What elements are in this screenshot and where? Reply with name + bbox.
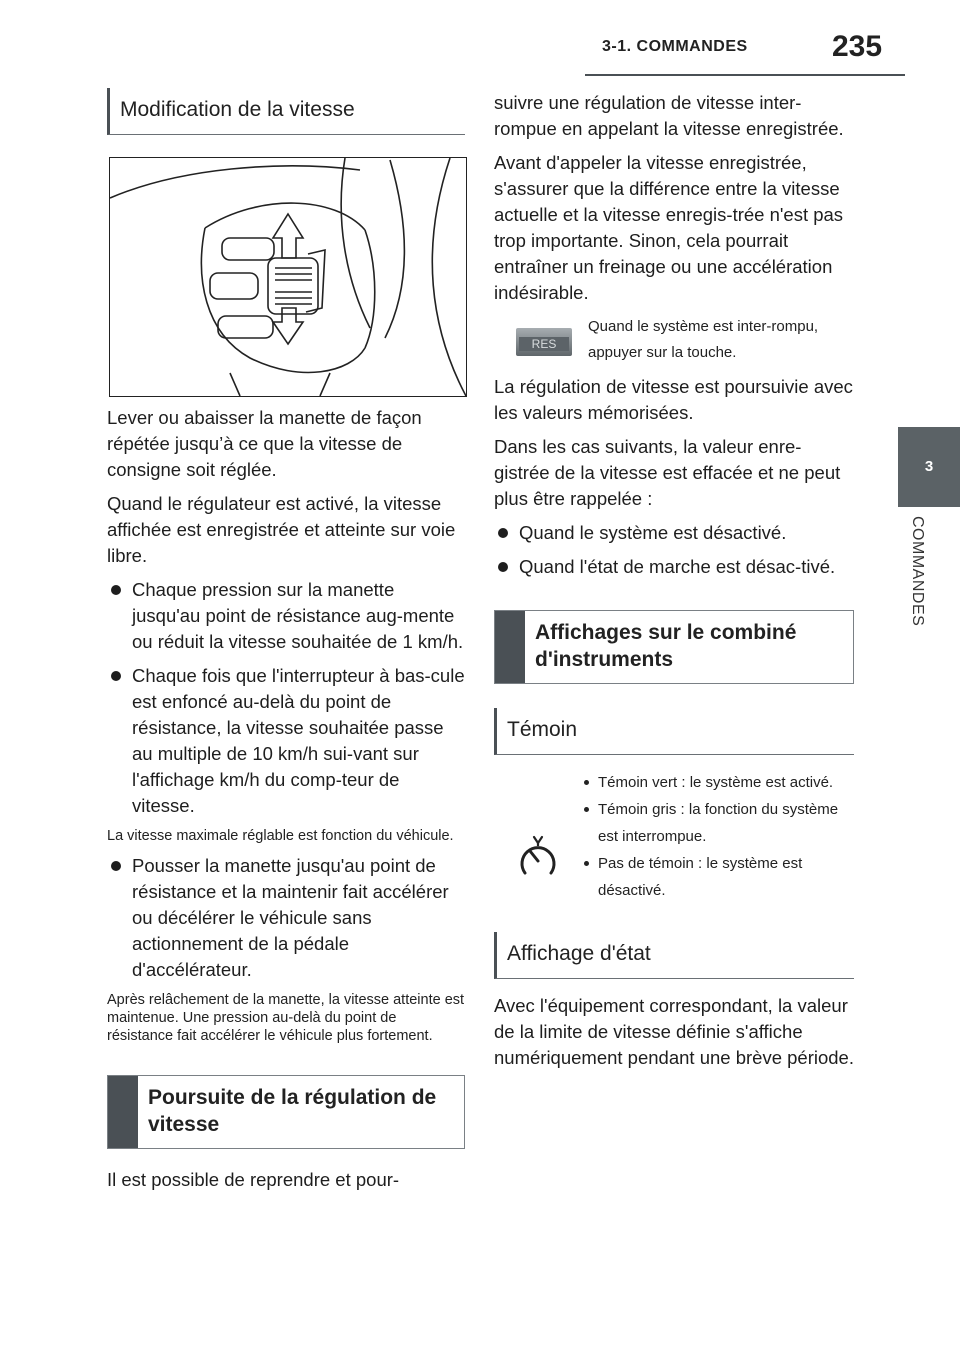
bullet-item: Chaque pression sur la manette jusqu'au point de résistance aug-mente ou réduit la vitesse souhaitée de 1 km/h. xyxy=(107,577,465,655)
res-button-icon xyxy=(516,328,572,356)
indicator-item: Témoin vert : le système est activé. xyxy=(584,769,854,796)
paragraph: Avant d'appeler la vitesse enregistrée, s'assurer que la différence entre la vitesse actuelle et la vitesse enregis-trée n'est pas trop importante. Sinon, cela pourrait entraîner un freinage ou une accélération indésirable. xyxy=(494,152,844,303)
subhead-status-display: Affichage d'état xyxy=(494,932,854,979)
chapter-label xyxy=(904,516,930,676)
bullet-item: Quand le système est désactivé. xyxy=(494,520,854,546)
paragraph: Quand le régulateur est activé, la vitesse affichée est enregistrée et atteinte sur voie libre. xyxy=(107,493,456,566)
note: Après relâchement de la manette, la vitesse atteinte est maintenue. Une pression au-delà du point de résistance fait accélérer le véhicule plus fortement. xyxy=(107,992,465,1044)
bullet-item: Quand l'état de marche est désac-tivé. xyxy=(494,554,854,580)
indicator-item: Témoin gris : la fonction du système est interrompue. xyxy=(584,796,854,850)
note: La vitesse maximale réglable est fonction du véhicule. xyxy=(107,828,454,844)
heading-bar xyxy=(108,1076,138,1148)
subhead-indicator: Témoin xyxy=(494,708,854,755)
cruise-control-gauge-icon xyxy=(518,835,578,904)
indicator-item: Pas de témoin : le système est désactivé. xyxy=(584,850,854,904)
paragraph: Lever ou abaisser la manette de façon répétée jusqu’à ce que la vitesse de consigne soit réglée. xyxy=(107,407,422,480)
paragraph: Dans les cas suivants, la valeur enre-gistrée de la vitesse est effacée et ne peut plus être rappelée : xyxy=(494,436,841,509)
indicator-list xyxy=(578,769,854,904)
res-button-label: RES xyxy=(519,337,569,351)
right-column xyxy=(494,88,854,1079)
section-heading-resume xyxy=(107,1075,465,1149)
section-heading-text: Poursuite de la régulation de vitesse xyxy=(148,1086,437,1136)
header-rule xyxy=(585,74,905,76)
paragraph: Il est possible de reprendre et pour- xyxy=(107,1169,400,1190)
page-number: 235 xyxy=(832,30,883,63)
bullet-list xyxy=(494,520,854,580)
section-heading-displays xyxy=(494,610,854,684)
res-instruction-text: Quand le système est inter-rompu, appuyer sur la touche. xyxy=(588,318,819,361)
left-column xyxy=(107,88,465,1201)
steering-wheel-lever-illustration xyxy=(109,157,467,397)
res-instruction xyxy=(494,314,854,366)
section-title: 3-1. COMMANDES xyxy=(602,38,748,55)
bullet-list xyxy=(107,577,465,819)
gauge-svg xyxy=(518,835,558,879)
section-heading-text: Affichages sur le combiné d'instruments xyxy=(535,621,797,671)
chapter-label-text: COMMANDES xyxy=(909,516,926,627)
lever-drawing xyxy=(110,158,466,396)
chapter-tab: 3 xyxy=(898,427,960,507)
indicator-block xyxy=(494,769,854,904)
bullet-item: Chaque fois que l'interrupteur à bas-cule est enfoncé au-delà du point de résistance, la vitesse souhaitée passe au multiple de 10 km/h sui-vant sur l'affichage km/h du comp-teur de vitesse. xyxy=(107,663,465,819)
bullet-item: Pousser la manette jusqu'au point de résistance et la maintenir fait accélérer ou décélérer le véhicule sans actionnement de la pédale d'accélérateur. xyxy=(107,853,465,983)
subhead-speed-change: Modification de la vitesse xyxy=(107,88,465,135)
paragraph: suivre une régulation de vitesse inter-rompue en appelant la vitesse enregistrée. xyxy=(494,92,844,139)
bullet-list xyxy=(107,853,465,983)
paragraph: Avec l'équipement correspondant, la valeur de la limite de vitesse définie s'affiche numériquement pendant une brève période. xyxy=(494,995,854,1068)
paragraph: La régulation de vitesse est poursuivie avec les valeurs mémorisées. xyxy=(494,376,853,423)
heading-bar xyxy=(495,611,525,683)
